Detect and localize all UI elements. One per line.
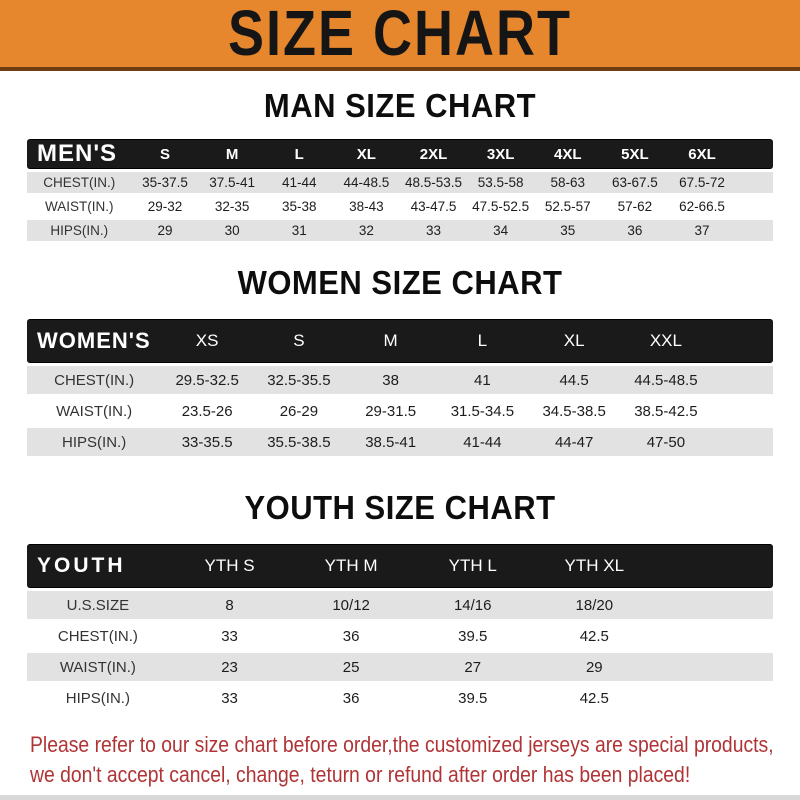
row-label: U.S.SIZE [27,591,169,619]
size-header-row [27,319,773,363]
row-filler-cell [655,591,773,619]
size-column-header: YTH S [169,544,291,588]
size-value: 38-43 [349,199,384,214]
size-value: 42.5 [579,689,609,707]
size-value: 39.5 [458,627,488,645]
header-filler-cell [655,544,773,588]
size-value: 32.5-35.5 [253,366,345,394]
row-filler-cell [712,428,773,456]
size-value: 25 [290,653,412,681]
size-header-row [27,544,773,588]
size-column-header: S [253,319,345,363]
size-column-header: M [199,139,266,169]
row-label: HIPS(IN.) [27,220,131,241]
table-row [27,591,773,619]
header-filler-cell [712,319,773,363]
women-size-table [27,316,773,459]
section-men [0,88,800,244]
table-row [27,220,773,241]
disclaimer-line-1: Please refer to our size chart before order,the customized jerseys are special products, [30,732,774,757]
men-section-heading: MAN SIZE CHART [263,86,537,125]
men-size-table [27,136,773,244]
size-value: 44.5-48.5 [620,366,712,394]
size-value: 34 [467,220,534,241]
size-value: 33 [221,689,238,707]
size-value: 32 [333,220,400,241]
size-value: 41 [437,366,529,394]
size-value: 38.5-41 [345,428,437,456]
size-value: 10/12 [290,591,412,619]
row-filler-cell [736,220,773,241]
section-youth [0,490,800,715]
size-value: 29 [131,220,198,241]
disclaimer [30,730,800,790]
size-column-header: 3XL [467,139,534,169]
size-column-header: XL [528,319,620,363]
size-value: 27 [412,653,534,681]
table-row [27,428,773,456]
table-row [27,684,773,712]
size-value: 62-66.5 [679,199,725,214]
size-value: 57-62 [617,199,653,214]
women-section-heading: WOMEN SIZE CHART [237,263,563,302]
row-filler-cell [655,653,773,681]
size-column-header: M [345,319,437,363]
size-column-header: YTH M [290,544,412,588]
table-row [27,397,773,425]
size-column-header: YTH XL [534,544,656,588]
size-column-header: S [131,139,198,169]
size-value: 47.5-52.5 [472,199,530,214]
size-value: 41-44 [266,172,333,193]
size-value: 23.5-26 [181,402,233,420]
section-women [0,265,800,459]
size-value: 38 [345,366,437,394]
size-column-header: XS [161,319,253,363]
size-value: 53.5-58 [467,172,534,193]
table-corner-label: YOUTH [27,544,169,588]
size-value: 58-63 [534,172,601,193]
size-value: 42.5 [579,627,609,645]
size-value: 31.5-34.5 [450,402,515,420]
row-label: HIPS(IN.) [65,689,130,707]
size-column-header: XXL [620,319,712,363]
size-column-header: YTH L [412,544,534,588]
row-label: CHEST(IN.) [27,366,161,394]
size-charts [0,88,800,715]
size-value: 44-48.5 [333,172,400,193]
row-filler-cell [736,196,773,217]
size-column-header: 4XL [534,139,601,169]
size-value: 33 [400,220,467,241]
size-value: 37 [668,220,735,241]
size-value: 35 [534,220,601,241]
disclaimer-line-2: we don't accept cancel, change, teturn or refund after order has been placed! [30,762,691,787]
size-value: 29 [534,653,656,681]
youth-section-heading: YOUTH SIZE CHART [244,488,556,527]
size-value: 63-67.5 [601,172,668,193]
size-column-header: XL [333,139,400,169]
table-row [27,622,773,650]
size-value: 39.5 [458,689,488,707]
size-value: 8 [169,591,291,619]
size-column-header: L [437,319,529,363]
table-row [27,366,773,394]
size-value: 29-32 [147,199,183,214]
size-value: 32-35 [214,199,250,214]
size-value: 67.5-72 [668,172,735,193]
bottom-edge-strip [0,795,800,800]
size-value: 26-29 [279,402,319,420]
size-value: 43-47.5 [410,199,457,214]
size-value: 35.5-38.5 [253,428,345,456]
table-corner-label: MEN'S [27,139,131,169]
row-filler-cell [712,366,773,394]
size-column-header: 2XL [400,139,467,169]
size-value: 33 [221,627,238,645]
row-label: WAIST(IN.) [44,199,114,214]
size-value: 14/16 [412,591,534,619]
size-value: 36 [342,689,360,707]
row-label: CHEST(IN.) [57,627,138,645]
table-row [27,653,773,681]
size-column-header: 6XL [668,139,735,169]
size-header-row [27,139,773,169]
size-value: 52.5-57 [544,199,591,214]
size-value: 18/20 [534,591,656,619]
row-filler-cell [712,397,773,425]
size-value: 30 [199,220,266,241]
size-value: 23 [169,653,291,681]
size-value: 33-35.5 [161,428,253,456]
size-column-header: L [266,139,333,169]
size-value: 34.5-38.5 [542,402,606,420]
size-value: 29.5-32.5 [161,366,253,394]
size-value: 35-37.5 [131,172,198,193]
row-label: WAIST(IN.) [56,402,133,420]
size-value: 36 [601,220,668,241]
size-value: 29-31.5 [365,402,417,420]
row-filler-cell [736,172,773,193]
header-filler-cell [736,139,773,169]
row-label: HIPS(IN.) [27,428,161,456]
size-value: 31 [266,220,333,241]
table-corner-label: WOMEN'S [27,319,161,363]
row-filler-cell [655,622,773,650]
banner [0,0,800,71]
row-filler-cell [655,684,773,712]
table-row [27,172,773,193]
size-value: 44-47 [528,428,620,456]
size-value: 36 [342,627,360,645]
size-column-header: 5XL [601,139,668,169]
table-row [27,196,773,217]
size-value: 41-44 [437,428,529,456]
size-value: 47-50 [620,428,712,456]
row-label: CHEST(IN.) [27,172,131,193]
size-value: 35-38 [282,199,317,214]
size-value: 44.5 [528,366,620,394]
banner-title: SIZE CHART [228,0,572,69]
row-label: WAIST(IN.) [27,653,169,681]
size-value: 37.5-41 [199,172,266,193]
youth-size-table [27,541,773,715]
size-value: 38.5-42.5 [634,402,698,420]
size-value: 48.5-53.5 [400,172,467,193]
